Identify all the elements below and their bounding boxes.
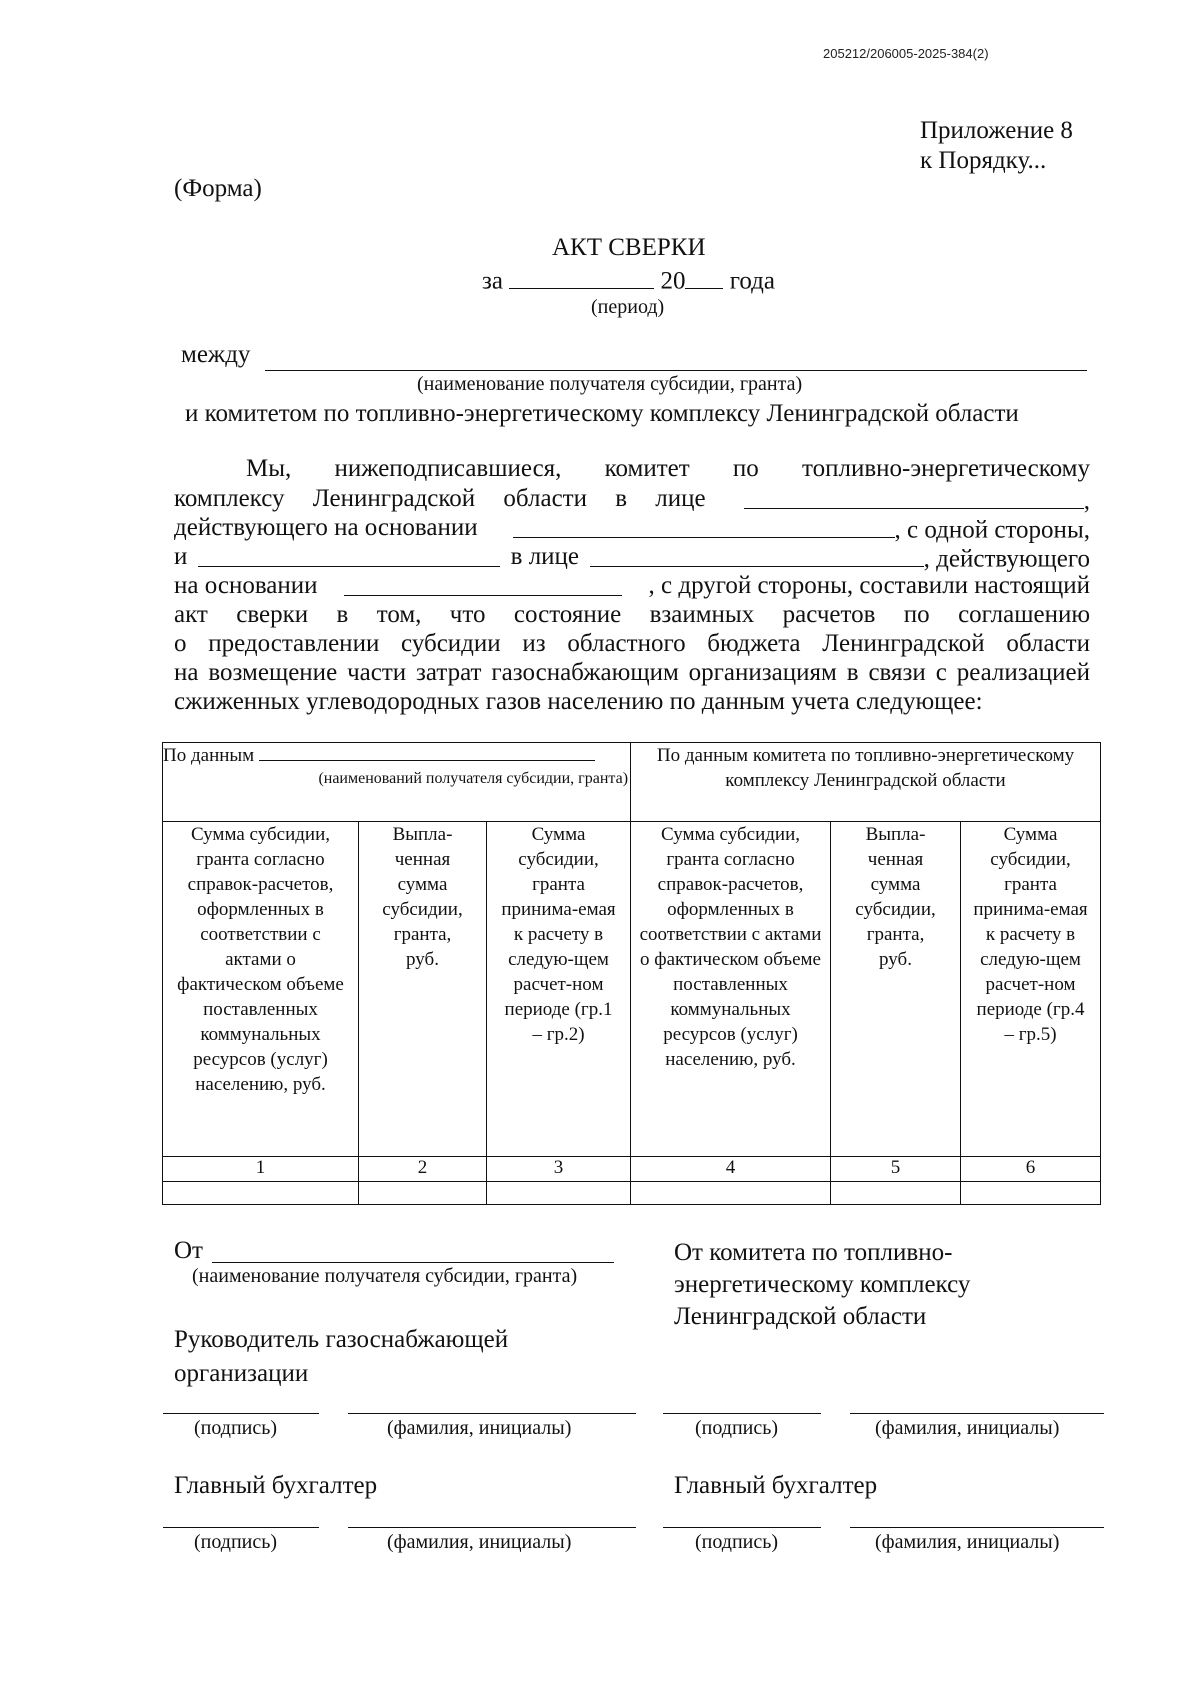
chief-accountant-right: Главный бухгалтер — [674, 1472, 878, 1499]
body-line-9: сжиженных углеводородных газов населению по данным учета следующее: — [174, 688, 983, 715]
committee-name-line — [850, 1413, 1104, 1414]
signature-caption: (подпись) — [695, 1531, 779, 1553]
committee-accountant-name-line — [850, 1527, 1104, 1528]
data-cell — [487, 1182, 631, 1205]
between-label: между — [181, 341, 251, 368]
appendix-number: Приложение 8 — [920, 117, 1073, 144]
column-header: Сумма субсидии, гранта принима-емая к расчету в следую-щем расчет-ном периоде (гр.1 – гр.2) — [487, 822, 631, 1157]
body-line-5-text: на основании — [174, 572, 318, 599]
period-suffix: года — [729, 267, 775, 295]
manager-signature-line — [163, 1413, 319, 1414]
data-cell — [961, 1182, 1101, 1205]
manager-name-line — [348, 1413, 636, 1414]
appendix-reference: к Порядку... — [920, 147, 1047, 174]
data-cell — [631, 1182, 831, 1205]
document-title: АКТ СВЕРКИ — [552, 234, 706, 261]
signature-caption: (подпись) — [695, 1417, 779, 1439]
body-line-7: о предоставлении субсидии из областного бюджета Ленинградской области — [174, 630, 1090, 657]
accountant-name-line — [348, 1527, 636, 1528]
period-line — [482, 265, 775, 296]
table-header-committee: По данным комитета по топливно-энергетическому комплексу Ленинградской области — [631, 743, 1101, 822]
from-caption: (наименование получателя субсидии, гранта) — [192, 1265, 578, 1287]
document-id: 205212/206005-2025-384(2) — [823, 46, 989, 61]
body-line-1: Мы, нижеподписавшиеся, комитет по топливно-энергетическому — [246, 455, 1090, 482]
name-caption: (фамилия, инициалы) — [387, 1417, 572, 1439]
from-label: От — [174, 1237, 203, 1264]
column-header: Сумма субсидии, гранта согласно справок-расчетов, оформленных в соответствии с актами о фактическом объеме поставленных коммунальных ресурсов (услуг) населению, руб. — [163, 822, 359, 1157]
committee-accountant-signature-line — [663, 1527, 821, 1528]
period-year-blank — [685, 265, 723, 289]
form-label: (Форма) — [174, 175, 262, 202]
body-line-2: комплексу Ленинградской области в лице , — [174, 485, 1090, 515]
table-header-recipient — [163, 743, 631, 822]
committee-signature-line — [663, 1413, 821, 1414]
column-number: 5 — [831, 1157, 961, 1182]
column-number: 2 — [359, 1157, 487, 1182]
column-header: Выпла-ченная сумма субсидии, гранта, руб. — [831, 822, 961, 1157]
signature-caption: (подпись) — [194, 1417, 278, 1439]
column-header: Сумма субсидии, гранта согласно справок-расчетов, оформленных в соответствии с актами о фактическом объеме поставленных коммунальных ресурсов (услуг) населению, руб. — [631, 822, 831, 1157]
data-cell — [831, 1182, 961, 1205]
column-number: 1 — [163, 1157, 359, 1182]
recipient-caption: (наименование получателя субсидии, гранта) — [417, 373, 803, 395]
reconciliation-table — [162, 742, 1101, 1205]
body-line-4-tail: , действующего — [923, 545, 1090, 573]
manager-title: Руководитель газоснабжающей организации — [174, 1326, 509, 1387]
body-line-5 — [174, 572, 1090, 600]
committee-line: и комитетом по топливно-энергетическому комплексу Ленинградской области — [185, 400, 1019, 427]
committee-from: От комитета по топливно-энергетическому комплексу Ленинградской области — [674, 1239, 971, 1330]
recipient-name-line — [265, 370, 1087, 371]
period-year-prefix: 20 — [660, 267, 686, 295]
body-line-4 — [174, 543, 1090, 574]
body-line-5-tail: , с другой стороны, составили настоящий — [648, 572, 1090, 599]
body-line-3-tail: , с одной стороны, — [894, 516, 1090, 544]
accountant-signature-line — [163, 1527, 319, 1528]
name-caption: (фамилия, инициалы) — [875, 1417, 1060, 1439]
chief-accountant-left: Главный бухгалтер — [174, 1472, 378, 1499]
name-caption: (фамилия, инициалы) — [875, 1531, 1060, 1553]
table-header-recipient-label: По данным — [163, 745, 255, 766]
period-caption: (период) — [591, 296, 665, 318]
column-number: 4 — [631, 1157, 831, 1182]
period-prefix: за — [482, 267, 503, 295]
data-cell — [163, 1182, 359, 1205]
body-line-3-text: действующего на основании — [174, 514, 478, 541]
column-header: Выпла-ченная сумма субсидии, гранта, руб. — [359, 822, 487, 1157]
column-number: 6 — [961, 1157, 1101, 1182]
column-header: Сумма субсидии, гранта принима-емая к расчету в следую-щем расчет-ном периоде (гр.4 – гр.5) — [961, 822, 1101, 1157]
body-line-3 — [174, 514, 1090, 545]
data-cell — [359, 1182, 487, 1205]
from-name-line — [212, 1262, 614, 1263]
body-line-8: на возмещение части затрат газоснабжающим организациям в связи с реализацией — [174, 659, 1090, 686]
period-blank — [509, 265, 654, 289]
name-caption: (фамилия, инициалы) — [387, 1531, 572, 1553]
signature-caption: (подпись) — [194, 1531, 278, 1553]
body-line-4-mid: в лице — [510, 543, 580, 570]
body-line-4-and: и — [174, 543, 188, 570]
body-line-6: акт сверки в том, что состояние взаимных расчетов по соглашению — [174, 601, 1090, 628]
body-line-2-text: комплексу Ленинградской области в лице — [174, 485, 706, 512]
table-header-recipient-caption: (наименований получателя субсидии, гранта) — [318, 770, 629, 787]
column-number: 3 — [487, 1157, 631, 1182]
